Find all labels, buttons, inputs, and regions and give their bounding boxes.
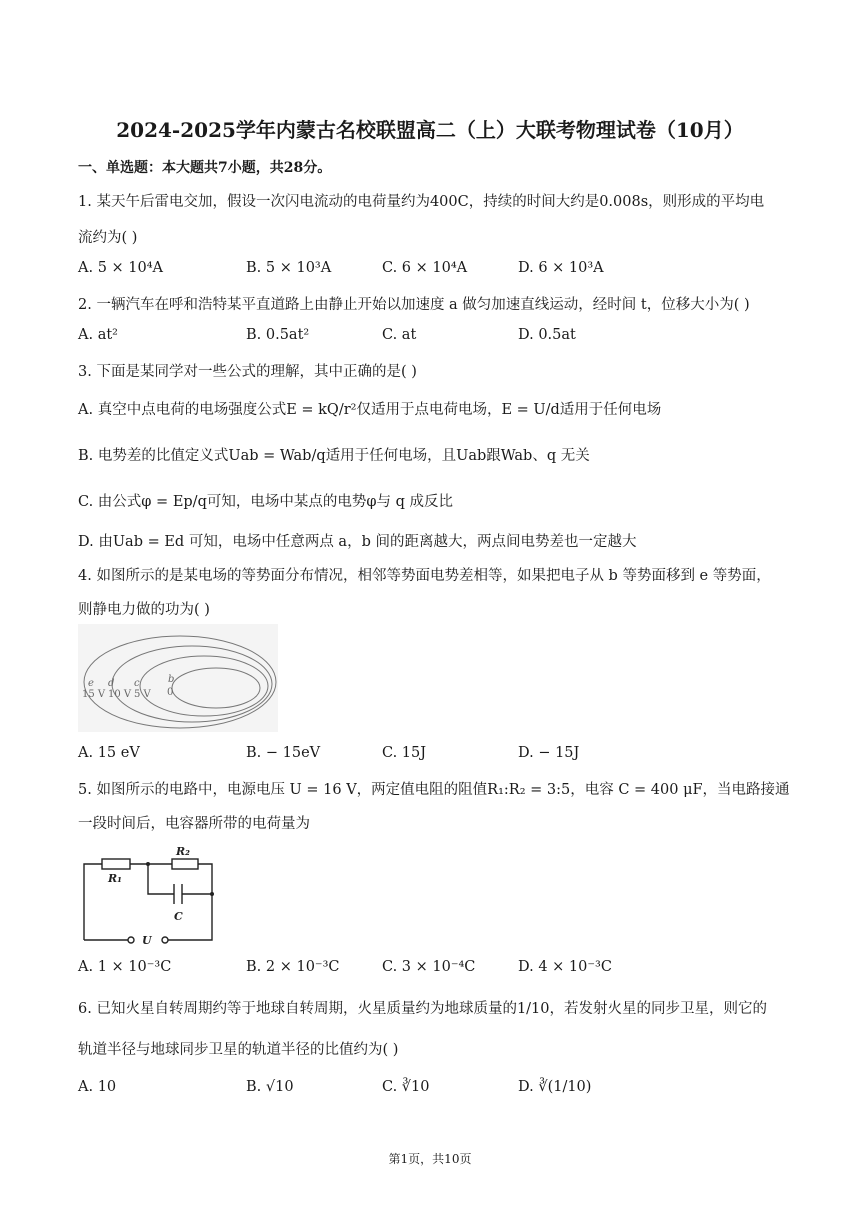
question-3-line-1: 3. 下面是某同学对一些公式的理解，其中正确的是( )	[78, 364, 417, 380]
label-r2: R₂	[176, 845, 190, 858]
question-1-option-a: A. 5 × 10⁴A	[78, 260, 164, 276]
question-2-option-d: D. 0.5at	[518, 327, 576, 343]
question-3-option-a: A. 真空中点电荷的电场强度公式E = kQ/r²仅适用于点电荷电场，E = U/d适用于任何电场	[78, 402, 662, 418]
question-6-option-c: C. ∛10	[382, 1079, 430, 1095]
label-5v: 5 V	[134, 689, 151, 700]
label-0: 0	[167, 687, 174, 698]
circuit-diagram	[78, 840, 218, 950]
page-title: 2024-2025学年内蒙古名校联盟高二（上）大联考物理试卷（10月）	[116, 118, 744, 142]
question-2-option-c: C. at	[382, 327, 417, 343]
question-4-line-1: 4. 如图所示的是某电场的等势面分布情况，相邻等势面电势差相等，如果把电子从 b 等势面移到 e 等势面，	[78, 568, 771, 584]
question-5-option-c: C. 3 × 10⁻⁴C	[382, 959, 476, 975]
equipotential-diagram	[78, 624, 278, 732]
question-4-line-2: 则静电力做的功为( )	[78, 602, 210, 618]
question-4-option-c: C. 15J	[382, 745, 427, 761]
junction-node-right	[210, 892, 214, 896]
question-5-option-d: D. 4 × 10⁻³C	[518, 959, 612, 975]
question-2-line-1: 2. 一辆汽车在呼和浩特某平直道路上由静止开始以加速度 a 做匀加速直线运动，经时间 t，位移大小为( )	[78, 297, 750, 313]
terminal-right	[162, 937, 168, 943]
question-1-line-1: 1. 某天午后雷电交加，假设一次闪电流动的电荷量约为400C，持续的时间大约是0.008s，则形成的平均电	[78, 194, 765, 210]
terminal-left	[128, 937, 134, 943]
label-r1: R₁	[108, 872, 122, 885]
junction-node	[146, 862, 150, 866]
question-2-option-b: B. 0.5at²	[246, 327, 310, 343]
label-15v: 15 V	[82, 689, 106, 700]
resistor-r2	[172, 859, 198, 869]
label-10v: 10 V	[108, 689, 132, 700]
question-6-option-a: A. 10	[78, 1079, 117, 1095]
question-2-option-a: A. at²	[78, 327, 118, 343]
question-3-option-b: B. 电势差的比值定义式Uab = Wab/q适用于任何电场，且Uab跟Wab、q 无关	[78, 448, 590, 464]
question-6-option-b: B. √10	[246, 1079, 294, 1095]
page-footer: 第1页，共10页	[388, 1152, 472, 1166]
question-1-option-c: C. 6 × 10⁴A	[382, 260, 468, 276]
label-d: d	[108, 678, 115, 689]
label-u: U	[142, 934, 152, 947]
question-5-option-a: A. 1 × 10⁻³C	[78, 959, 172, 975]
question-5-line-1: 5. 如图所示的电路中，电源电压 U = 16 V，两定值电阻的阻值R₁:R₂ = 3:5，电容 C = 400 μF，当电路接通	[78, 782, 790, 798]
resistor-r1	[102, 859, 130, 869]
label-e: e	[88, 678, 94, 689]
question-6-option-d: D. ∛(1/10)	[518, 1079, 592, 1095]
question-4-option-d: D. − 15J	[518, 745, 580, 761]
section-heading: 一、单选题：本大题共7小题，共28分。	[78, 160, 332, 176]
question-6-line-1: 6. 已知火星自转周期约等于地球自转周期，火星质量约为地球质量的1/10，若发射火星的同步卫星，则它的	[78, 1001, 768, 1017]
question-1-line-2: 流约为( )	[78, 230, 138, 246]
question-4-option-a: A. 15 eV	[78, 745, 140, 761]
question-5-line-2: 一段时间后，电容器所带的电荷量为	[78, 816, 310, 832]
question-3-option-d: D. 由Uab = Ed 可知，电场中任意两点 a，b 间的距离越大，两点间电势差也一定越大	[78, 534, 637, 550]
question-4-option-b: B. − 15eV	[246, 745, 321, 761]
label-c: c	[134, 678, 140, 689]
question-6-line-2: 轨道半径与地球同步卫星的轨道半径的比值约为( )	[78, 1042, 399, 1058]
circuit-figure	[78, 840, 218, 950]
wire-left	[84, 864, 102, 940]
label-b: b	[168, 674, 175, 685]
label-c: C	[174, 910, 183, 923]
wire-cap-left	[148, 864, 174, 894]
equipotential-figure	[78, 624, 278, 732]
question-3-option-c: C. 由公式φ = Ep/q可知，电场中某点的电势φ与 q 成反比	[78, 494, 454, 510]
question-1-option-d: D. 6 × 10³A	[518, 260, 604, 276]
question-5-option-b: B. 2 × 10⁻³C	[246, 959, 340, 975]
question-1-option-b: B. 5 × 10³A	[246, 260, 332, 276]
